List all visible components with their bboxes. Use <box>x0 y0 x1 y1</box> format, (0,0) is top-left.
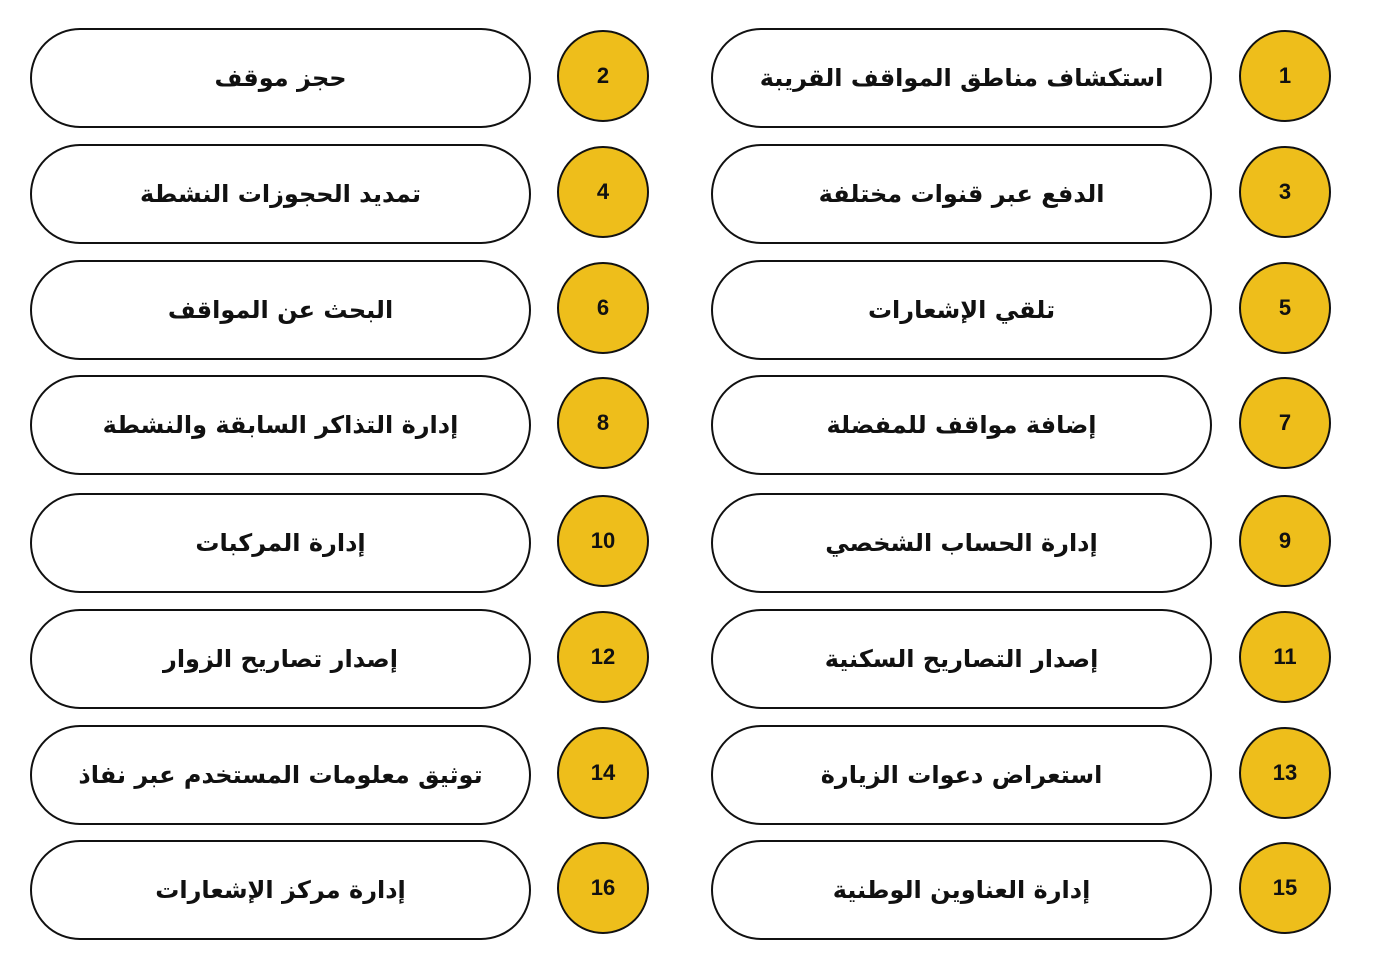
feature-label-box <box>711 144 1212 244</box>
feature-label: إدارة الحساب الشخصي <box>825 529 1098 557</box>
feature-label-box <box>711 609 1212 709</box>
feature-label-box <box>711 260 1212 360</box>
feature-label-box <box>30 493 531 593</box>
feature-label-box <box>711 840 1212 940</box>
feature-label: البحث عن المواقف <box>167 296 394 324</box>
feature-label-box <box>30 840 531 940</box>
feature-number: 6 <box>596 295 610 320</box>
feature-number-badge <box>557 262 649 354</box>
feature-number: 15 <box>1272 875 1298 900</box>
feature-number: 4 <box>596 179 610 204</box>
feature-label: تمديد الحجوزات النشطة <box>140 180 421 208</box>
feature-number: 10 <box>590 528 616 553</box>
feature-number-badge <box>1239 146 1331 238</box>
feature-label: استكشاف مناطق المواقف القريبة <box>759 64 1164 92</box>
feature-number-badge <box>1239 495 1331 587</box>
feature-label-box <box>30 260 531 360</box>
feature-label: استعراض دعوات الزيارة <box>820 761 1103 789</box>
feature-label-box <box>30 144 531 244</box>
feature-label: الدفع عبر قنوات مختلفة <box>818 180 1105 208</box>
feature-label: إضافة مواقف للمفضلة <box>826 411 1097 439</box>
feature-number-badge <box>1239 611 1331 703</box>
feature-number-badge <box>1239 377 1331 469</box>
feature-number: 13 <box>1272 760 1298 785</box>
feature-label-box <box>711 28 1212 128</box>
feature-label-box <box>711 725 1212 825</box>
feature-label: إصدار تصاريح الزوار <box>163 645 398 673</box>
feature-number-badge <box>557 377 649 469</box>
feature-label: حجز موقف <box>214 64 347 92</box>
feature-label: إدارة العناوين الوطنية <box>832 876 1091 904</box>
feature-number-badge <box>557 146 649 238</box>
feature-number: 14 <box>590 760 616 785</box>
feature-label: توثيق معلومات المستخدم عبر نفاذ <box>78 761 483 789</box>
feature-number-badge <box>557 495 649 587</box>
feature-number: 8 <box>596 410 610 435</box>
feature-number-badge <box>557 727 649 819</box>
feature-label: إدارة المركبات <box>195 529 366 557</box>
feature-number-badge <box>557 30 649 122</box>
feature-label: إصدار التصاريح السكنية <box>824 645 1099 673</box>
feature-number-badge <box>557 611 649 703</box>
feature-number: 1 <box>1278 63 1292 88</box>
feature-label: إدارة مركز الإشعارات <box>155 876 406 904</box>
feature-number: 2 <box>596 63 610 88</box>
feature-number: 7 <box>1278 410 1292 435</box>
feature-number: 11 <box>1273 644 1297 669</box>
feature-number-badge <box>557 842 649 934</box>
feature-number-badge <box>1239 30 1331 122</box>
feature-number: 3 <box>1278 179 1292 204</box>
feature-number-badge <box>1239 727 1331 819</box>
feature-number: 16 <box>590 875 616 900</box>
feature-label-box <box>30 375 531 475</box>
feature-number-badge <box>1239 262 1331 354</box>
feature-number-badge <box>1239 842 1331 934</box>
feature-number: 12 <box>590 644 616 669</box>
feature-label: إدارة التذاكر السابقة والنشطة <box>102 411 459 439</box>
feature-label-box <box>30 28 531 128</box>
feature-number: 9 <box>1278 528 1292 553</box>
feature-label-box <box>711 375 1212 475</box>
feature-label-box <box>711 493 1212 593</box>
feature-number: 5 <box>1278 295 1292 320</box>
feature-label-box <box>30 725 531 825</box>
feature-label-box <box>30 609 531 709</box>
feature-label: تلقي الإشعارات <box>867 296 1056 324</box>
